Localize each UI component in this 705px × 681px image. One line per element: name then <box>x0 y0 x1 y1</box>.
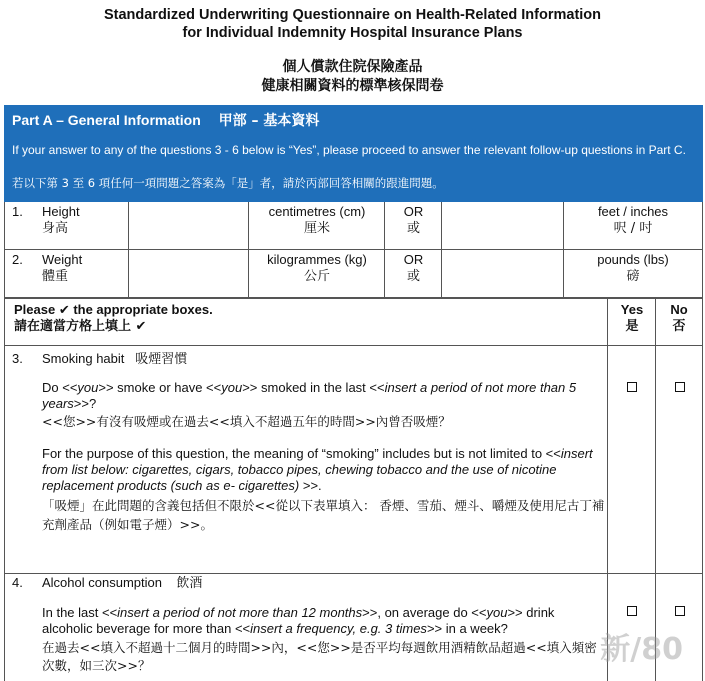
height-num: 1. <box>12 204 23 219</box>
weight-unit1-cell <box>249 250 385 297</box>
question-3-def-zh: 「吸煙」在此問題的含義包括但不限於<<從以下表單填入： 香煙、雪茄、煙斗、嚼煙及使用尼古丁補充劑產品（例如電子煙）>>。 <box>42 498 605 532</box>
question-3-no-checkbox[interactable] <box>675 382 685 392</box>
watermark-logo: 新/80 <box>600 632 683 667</box>
weight-or-cell <box>385 250 442 297</box>
question-3-en <box>42 380 604 412</box>
tick-instruction-cell <box>5 299 608 345</box>
weight-num: 2. <box>12 252 23 267</box>
tick-header-row <box>4 298 703 346</box>
weight-unit1-zh: 公斤 <box>303 269 330 284</box>
q3-en-part: >>? <box>73 396 97 411</box>
height-unit1-zh: 厘米 <box>303 221 330 236</box>
title-en-line1: Standardized Underwriting Questionnaire on Health-Related Information <box>103 7 602 23</box>
q3-def-part: >>. <box>299 478 322 493</box>
weight-or-zh: 或 <box>406 269 420 284</box>
height-unit1-cell <box>249 202 385 249</box>
title-zh-line2: 健康相關資料的標準核保問卷 <box>261 78 444 94</box>
question-3-title-zh: 吸煙習慣 <box>135 352 188 367</box>
yes-header-cell <box>608 299 656 345</box>
q3-en-part: you <box>221 380 243 395</box>
question-3-title <box>42 350 187 368</box>
part-a-title-zh: 甲部 – 基本資料 <box>218 113 320 129</box>
no-header-zh: 否 <box>672 319 686 334</box>
title-en-line2: for Individual Indemnity Hospital Insurance Plans <box>182 25 523 41</box>
weight-or-en: OR <box>403 252 424 267</box>
weight-label-cell <box>5 250 129 297</box>
title-en <box>0 6 705 42</box>
question-4-row <box>4 574 703 681</box>
q4-en-part: >>, on average do << <box>362 605 487 620</box>
weight-label-en: Weight <box>42 252 83 267</box>
question-4-title-en: Alcohol consumption <box>42 575 162 590</box>
question-4-num: 4. <box>12 575 23 590</box>
question-4-en <box>42 605 607 637</box>
question-3-text-cell <box>5 346 608 573</box>
q4-en-part: >> in a week? <box>426 621 508 636</box>
part-a-note-zh: 若以下第 3 至 6 項任何一項問題之答案為「是」者，請於丙部回答相關的跟進問題。 <box>12 176 444 190</box>
question-3-row <box>4 346 703 574</box>
question-3-no-cell <box>656 346 702 573</box>
part-a-title <box>12 110 319 130</box>
title-zh-line1: 個人償款住院保險產品 <box>282 59 423 75</box>
height-unit1-en: centimetres (cm) <box>268 204 366 219</box>
q4-en-part: insert a period of not more than 12 months <box>117 605 363 620</box>
weight-unit2-en: pounds (lbs) <box>597 252 669 267</box>
q3-en-part: insert a period of not more than 5 years <box>42 380 577 411</box>
question-4-no-checkbox[interactable] <box>675 606 685 616</box>
q3-en-part: >> smoke or have << <box>98 380 222 395</box>
height-or-cell <box>385 202 442 249</box>
tick-instruction-zh: 請在適當方格上填上 ✔ <box>14 319 147 334</box>
q3-en-part: >> smoked in the last << <box>242 380 385 395</box>
part-a-title-en: Part A – General Information <box>12 112 201 128</box>
weight-label-zh: 體重 <box>42 269 69 284</box>
question-4-title <box>42 574 202 592</box>
height-unit2-cell <box>564 202 702 249</box>
question-3-title-en: Smoking habit <box>42 351 125 366</box>
height-label-zh: 身高 <box>42 221 69 236</box>
tick-instruction-en: Please ✔ the appropriate boxes. <box>14 302 213 317</box>
question-4-yes-checkbox[interactable] <box>627 606 637 616</box>
height-ft-input[interactable] <box>442 202 564 249</box>
q4-en-part: In the last << <box>42 605 118 620</box>
height-label-en: Height <box>42 204 80 219</box>
weight-unit1-en: kilogrammes (kg) <box>267 252 367 267</box>
question-3-yes-cell <box>608 346 656 573</box>
height-unit2-zh: 呎 / 吋 <box>613 221 653 236</box>
weight-unit2-cell <box>564 250 702 297</box>
no-header-cell <box>656 299 702 345</box>
question-4-text-cell <box>5 574 608 681</box>
q3-def-part: insert from list below: cigarettes, cigars, tobacco pipes, chewing tobacco and the use of nicotine replacement products (such as e- cigarettes) <box>42 446 593 493</box>
question-3-yes-checkbox[interactable] <box>627 382 637 392</box>
weight-lbs-input[interactable] <box>442 250 564 297</box>
q3-en-part: you <box>77 380 99 395</box>
question-4-zh: 在過去<<填入不超過十二個月的時間>>內，<<您>>是否平均每週飲用酒精飲品超過<<填入頻密次數，如三次>>？ <box>42 640 597 673</box>
weight-kg-input[interactable] <box>129 250 249 297</box>
height-cm-input[interactable] <box>129 202 249 249</box>
weight-row <box>4 250 703 298</box>
question-3-zh: <<您>>有沒有吸煙或在過去<<填入不超過五年的時間>>內曾否吸煙？ <box>42 414 451 429</box>
height-label-cell <box>5 202 129 249</box>
q4-en-part: insert a frequency, e.g. 3 times <box>250 621 427 636</box>
no-header-en: No <box>670 302 688 317</box>
q3-def-part: For the purpose of this question, the meaning of “smoking” includes but is not limited to << <box>42 446 561 461</box>
q4-en-part: >> drink alcoholic beverage for more than << <box>42 605 555 636</box>
yes-header-zh: 是 <box>625 319 639 334</box>
height-or-zh: 或 <box>406 221 420 236</box>
q4-en-part: you <box>486 605 508 620</box>
question-3-def-en <box>42 446 607 494</box>
q3-en-part: Do << <box>42 380 78 395</box>
question-4-title-zh: 飲酒 <box>176 576 203 591</box>
yes-header-en: Yes <box>620 302 644 317</box>
title-zh <box>0 58 705 96</box>
part-a-banner <box>4 105 703 202</box>
height-row <box>4 202 703 250</box>
question-3-num: 3. <box>12 351 23 366</box>
height-unit2-en: feet / inches <box>597 204 669 219</box>
part-a-note-en: If your answer to any of the questions 3 - 6 below is “Yes”, please proceed to answer the relevant follow-up questions in Part C. <box>12 143 686 157</box>
height-or-en: OR <box>403 204 424 219</box>
weight-unit2-zh: 磅 <box>626 269 640 284</box>
